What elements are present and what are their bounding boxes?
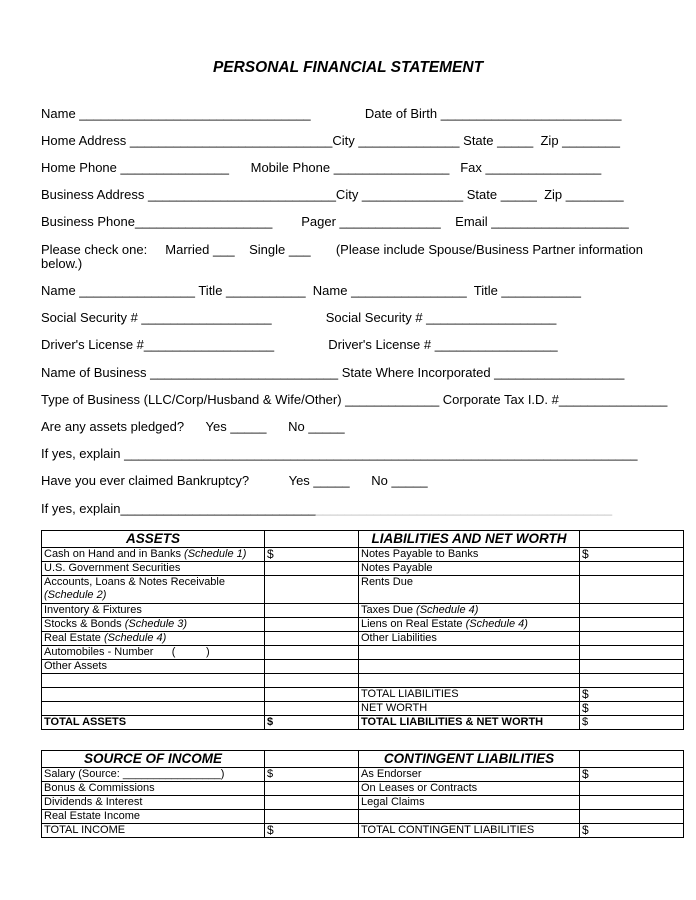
liability-label — [359, 646, 580, 660]
asset-label: Automobiles - Number ( ) — [42, 646, 265, 660]
asset-label — [42, 674, 265, 688]
liability-value-cell[interactable] — [580, 660, 684, 674]
liability-label: Liens on Real Estate (Schedule 4) — [359, 618, 580, 632]
faint-blank-line: _________________________________________ — [315, 501, 613, 516]
liabilities-header-value — [580, 531, 684, 548]
net-worth-label: NET WORTH — [359, 702, 580, 716]
asset-label — [42, 702, 265, 716]
liabilities-header: LIABILITIES AND NET WORTH — [359, 531, 580, 548]
liability-value-cell[interactable] — [580, 632, 684, 646]
liability-value-cell[interactable] — [580, 562, 684, 576]
asset-label: Inventory & Fixtures — [42, 604, 265, 618]
assets-liabilities-table — [41, 530, 684, 730]
asset-value-cell[interactable] — [265, 618, 359, 632]
asset-value-cell[interactable] — [265, 660, 359, 674]
total-income-value[interactable]: $ — [265, 824, 359, 838]
business-type-line[interactable]: Type of Business (LLC/Corp/Husband & Wife/Other) _____________ Corporate Tax I.D. #_______________ — [41, 392, 668, 407]
total-income-label: TOTAL INCOME — [42, 824, 265, 838]
liability-label — [359, 660, 580, 674]
pledged-explain-line[interactable]: If yes, explain _______________________________________________________________________ — [41, 446, 638, 461]
asset-label: Other Assets — [42, 660, 265, 674]
contingent-value-cell[interactable] — [580, 782, 684, 796]
liability-label: Notes Payable — [359, 562, 580, 576]
contingent-header: CONTINGENT LIABILITIES — [359, 751, 580, 768]
income-value-cell[interactable] — [265, 796, 359, 810]
liability-value-cell[interactable] — [580, 646, 684, 660]
asset-label — [42, 688, 265, 702]
total-liabilities-net-worth-value[interactable]: $ — [580, 716, 684, 730]
income-value-cell[interactable] — [265, 782, 359, 796]
total-assets-value[interactable]: $ — [265, 716, 359, 730]
total-contingent-label: TOTAL CONTINGENT LIABILITIES — [359, 824, 580, 838]
income-value-cell[interactable]: $ — [265, 768, 359, 782]
income-value-cell[interactable] — [265, 810, 359, 824]
liability-value-cell[interactable] — [580, 576, 684, 604]
income-header-value — [265, 751, 359, 768]
social-security-line[interactable]: Social Security # __________________ Social Security # __________________ — [41, 310, 557, 325]
bankruptcy-explain-line[interactable] — [41, 502, 612, 516]
income-label: Real Estate Income — [42, 810, 265, 824]
asset-label: Accounts, Loans & Notes Receivable (Schedule 2) — [42, 576, 265, 604]
contingent-label: On Leases or Contracts — [359, 782, 580, 796]
income-label: Salary (Source: ________________) — [42, 768, 265, 782]
liability-label: Other Liabilities — [359, 632, 580, 646]
asset-value-cell[interactable] — [265, 702, 359, 716]
liability-value-cell[interactable] — [580, 674, 684, 688]
bankruptcy-explain-label: If yes, explain___________________________ — [41, 501, 316, 516]
marital-status-line[interactable]: Please check one: Married ___ Single ___ (Please include Spouse/Business Partner information — [41, 242, 643, 257]
name-dob-line[interactable]: Name ________________________________ Date of Birth _________________________ — [41, 106, 622, 121]
business-address-line[interactable]: Business Address __________________________City ______________ State _____ Zip ________ — [41, 187, 624, 202]
contingent-header-value — [580, 751, 684, 768]
asset-value-cell[interactable] — [265, 604, 359, 618]
drivers-license-line[interactable]: Driver's License #__________________ Driver's License # _________________ — [41, 337, 558, 352]
contingent-value-cell[interactable] — [580, 810, 684, 824]
liability-label: Notes Payable to Banks — [359, 548, 580, 562]
total-assets-label: TOTAL ASSETS — [42, 716, 265, 730]
asset-label: U.S. Government Securities — [42, 562, 265, 576]
bankruptcy-line[interactable]: Have you ever claimed Bankruptcy? Yes _____ No _____ — [41, 473, 428, 488]
asset-value-cell[interactable] — [265, 646, 359, 660]
home-address-line[interactable]: Home Address ____________________________City ______________ State _____ Zip ________ — [41, 133, 620, 148]
asset-value-cell[interactable] — [265, 688, 359, 702]
asset-label: Real Estate (Schedule 4) — [42, 632, 265, 646]
total-liabilities-value[interactable]: $ — [580, 688, 684, 702]
name-title-line[interactable]: Name ________________ Title ___________ Name ________________ Title ___________ — [41, 283, 581, 298]
income-label: Dividends & Interest — [42, 796, 265, 810]
income-header: SOURCE OF INCOME — [42, 751, 265, 768]
business-name-line[interactable]: Name of Business __________________________ State Where Incorporated __________________ — [41, 365, 625, 380]
asset-label: Stocks & Bonds (Schedule 3) — [42, 618, 265, 632]
contingent-label: As Endorser — [359, 768, 580, 782]
total-liabilities-net-worth-label: TOTAL LIABILITIES & NET WORTH — [359, 716, 580, 730]
contingent-label: Legal Claims — [359, 796, 580, 810]
business-phone-line[interactable]: Business Phone___________________ Pager ______________ Email ___________________ — [41, 214, 629, 229]
income-label: Bonus & Commissions — [42, 782, 265, 796]
liability-label — [359, 674, 580, 688]
liability-value-cell[interactable] — [580, 618, 684, 632]
asset-value-cell[interactable]: $ — [265, 548, 359, 562]
asset-value-cell[interactable] — [265, 674, 359, 688]
liability-value-cell[interactable]: $ — [580, 548, 684, 562]
total-liabilities-label: TOTAL LIABILITIES — [359, 688, 580, 702]
contingent-label — [359, 810, 580, 824]
asset-value-cell[interactable] — [265, 632, 359, 646]
contingent-value-cell[interactable]: $ — [580, 768, 684, 782]
total-contingent-value[interactable]: $ — [580, 824, 684, 838]
liability-value-cell[interactable] — [580, 604, 684, 618]
assets-header-value — [265, 531, 359, 548]
net-worth-value[interactable]: $ — [580, 702, 684, 716]
asset-value-cell[interactable] — [265, 562, 359, 576]
income-contingent-table — [41, 750, 684, 838]
asset-label: Cash on Hand and in Banks (Schedule 1) — [42, 548, 265, 562]
page-title: PERSONAL FINANCIAL STATEMENT — [212, 59, 484, 76]
liability-label: Rents Due — [359, 576, 580, 604]
asset-value-cell[interactable] — [265, 576, 359, 604]
liability-label: Taxes Due (Schedule 4) — [359, 604, 580, 618]
phone-line[interactable]: Home Phone _______________ Mobile Phone ________________ Fax ________________ — [41, 160, 602, 175]
marital-status-line-cont: below.) — [41, 256, 83, 271]
assets-pledged-line[interactable]: Are any assets pledged? Yes _____ No _____ — [41, 419, 345, 434]
assets-header: ASSETS — [42, 531, 265, 548]
contingent-value-cell[interactable] — [580, 796, 684, 810]
